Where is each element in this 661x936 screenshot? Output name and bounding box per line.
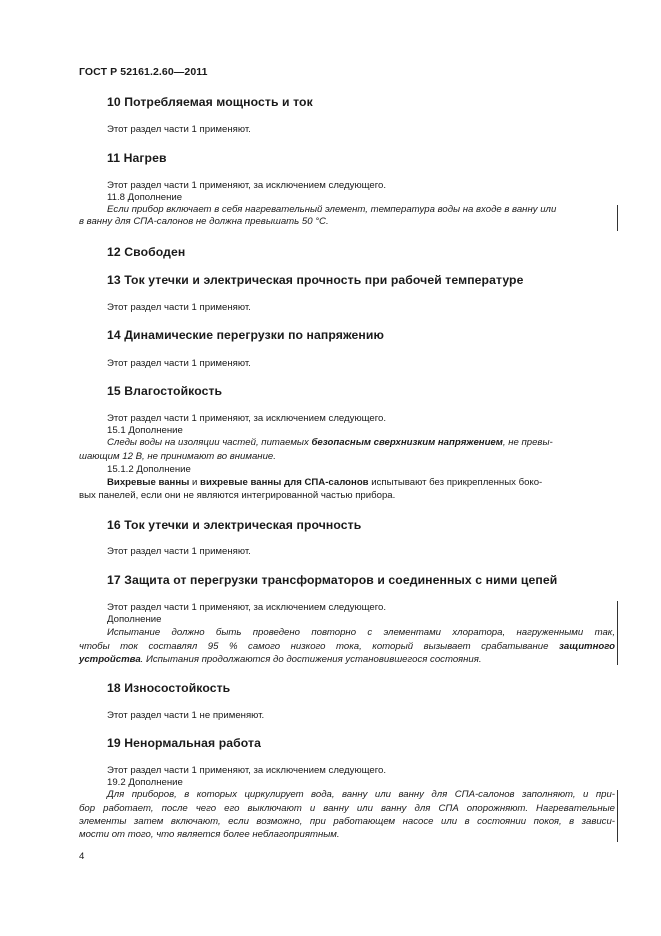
section-19-2-label: 19.2 Дополнение: [107, 777, 183, 788]
section-19-text: Этот раздел части 1 применяют, за исключением следующего.: [107, 765, 387, 776]
section-13-title: 13 Ток утечки и электрическая прочность при рабочей температуре: [107, 273, 524, 287]
section-17-text-line3: устройства. Испытания продолжаются до достижения установившегося состояния.: [79, 654, 482, 665]
section-19-2-text-line4: мости от того, что является более неблагоприятным.: [79, 829, 340, 840]
section-11-8-label: 11.8 Дополнение: [107, 192, 183, 203]
section-15-1-label: 15.1 Дополнение: [107, 425, 183, 436]
section-11-title: 11 Нагрев: [107, 151, 167, 165]
section-18-text: Этот раздел части 1 не применяют.: [107, 710, 265, 721]
section-19-2-text-line2: бор работает, после чего его выключают и ванну или ванну для СПА опорожняют. Нагревательные: [79, 803, 615, 814]
section-16-title: 16 Ток утечки и электрическая прочность: [107, 518, 362, 532]
change-bar: [617, 601, 618, 665]
document-header: ГОСТ Р 52161.2.60—2011: [79, 66, 208, 78]
section-17-title: 17 Защита от перегрузки трансформаторов и соединенных с ними цепей: [107, 573, 558, 587]
change-bar: [617, 205, 618, 231]
section-15-1-text-line2: шающим 12 В, не принимают во внимание.: [79, 451, 276, 462]
page-number: 4: [79, 851, 85, 862]
section-15-1-2-label: 15.1.2 Дополнение: [107, 464, 191, 475]
section-19-2-text-line3: элементы затем включают, если возможно, при работающем насосе или в состоянии покоя, в зависи-: [79, 816, 615, 827]
section-14-text: Этот раздел части 1 применяют.: [107, 358, 251, 369]
section-15-1-2-text-line2: вых панелей, если они не являются интегрированной частью прибора.: [79, 490, 396, 501]
section-10-title: 10 Потребляемая мощность и ток: [107, 95, 313, 109]
section-14-title: 14 Динамические перегрузки по напряжению: [107, 328, 384, 342]
section-19-2-text-line1: Для приборов, в которых циркулирует вода, ванну или ванну для СПА-салонов заполняют, и при-: [107, 789, 615, 800]
section-15-text: Этот раздел части 1 применяют, за исключением следующего.: [107, 413, 387, 424]
section-16-text: Этот раздел части 1 применяют.: [107, 546, 251, 557]
section-11-8-text-line1: Если прибор включает в себя нагревательный элемент, температура воды на входе в ванну или: [107, 204, 557, 215]
section-10-text: Этот раздел части 1 применяют.: [107, 124, 251, 135]
section-17-text-line1: Испытание должно быть проведено повторно с элементами хлоратора, нагруженными так,: [107, 627, 615, 638]
section-17-text: Этот раздел части 1 применяют, за исключением следующего.: [107, 602, 387, 613]
section-11-8-text-line2: в ванну для СПА-салонов не должна превышать 50 °С.: [79, 216, 329, 227]
section-15-1-text-line1: Следы воды на изоляции частей, питаемых безопасным сверхнизким напряжением, не превы-: [107, 437, 553, 448]
section-17-text-line2: чтобы ток составлял 95 % самого низкого тока, который вызывает срабатывание защитного: [79, 641, 615, 652]
section-17-addition-label: Дополнение: [107, 614, 162, 625]
section-19-title: 19 Ненормальная работа: [107, 736, 261, 750]
section-13-text: Этот раздел части 1 применяют.: [107, 302, 251, 313]
section-15-title: 15 Влагостойкость: [107, 384, 223, 398]
section-15-1-2-text-line1: Вихревые ванны и вихревые ванны для СПА-салонов испытывают без прикрепленных боко-: [107, 477, 543, 488]
section-12-title: 12 Свободен: [107, 245, 186, 259]
change-bar: [617, 790, 618, 842]
section-18-title: 18 Износостойкость: [107, 681, 231, 695]
section-11-text: Этот раздел части 1 применяют, за исключением следующего.: [107, 180, 387, 191]
